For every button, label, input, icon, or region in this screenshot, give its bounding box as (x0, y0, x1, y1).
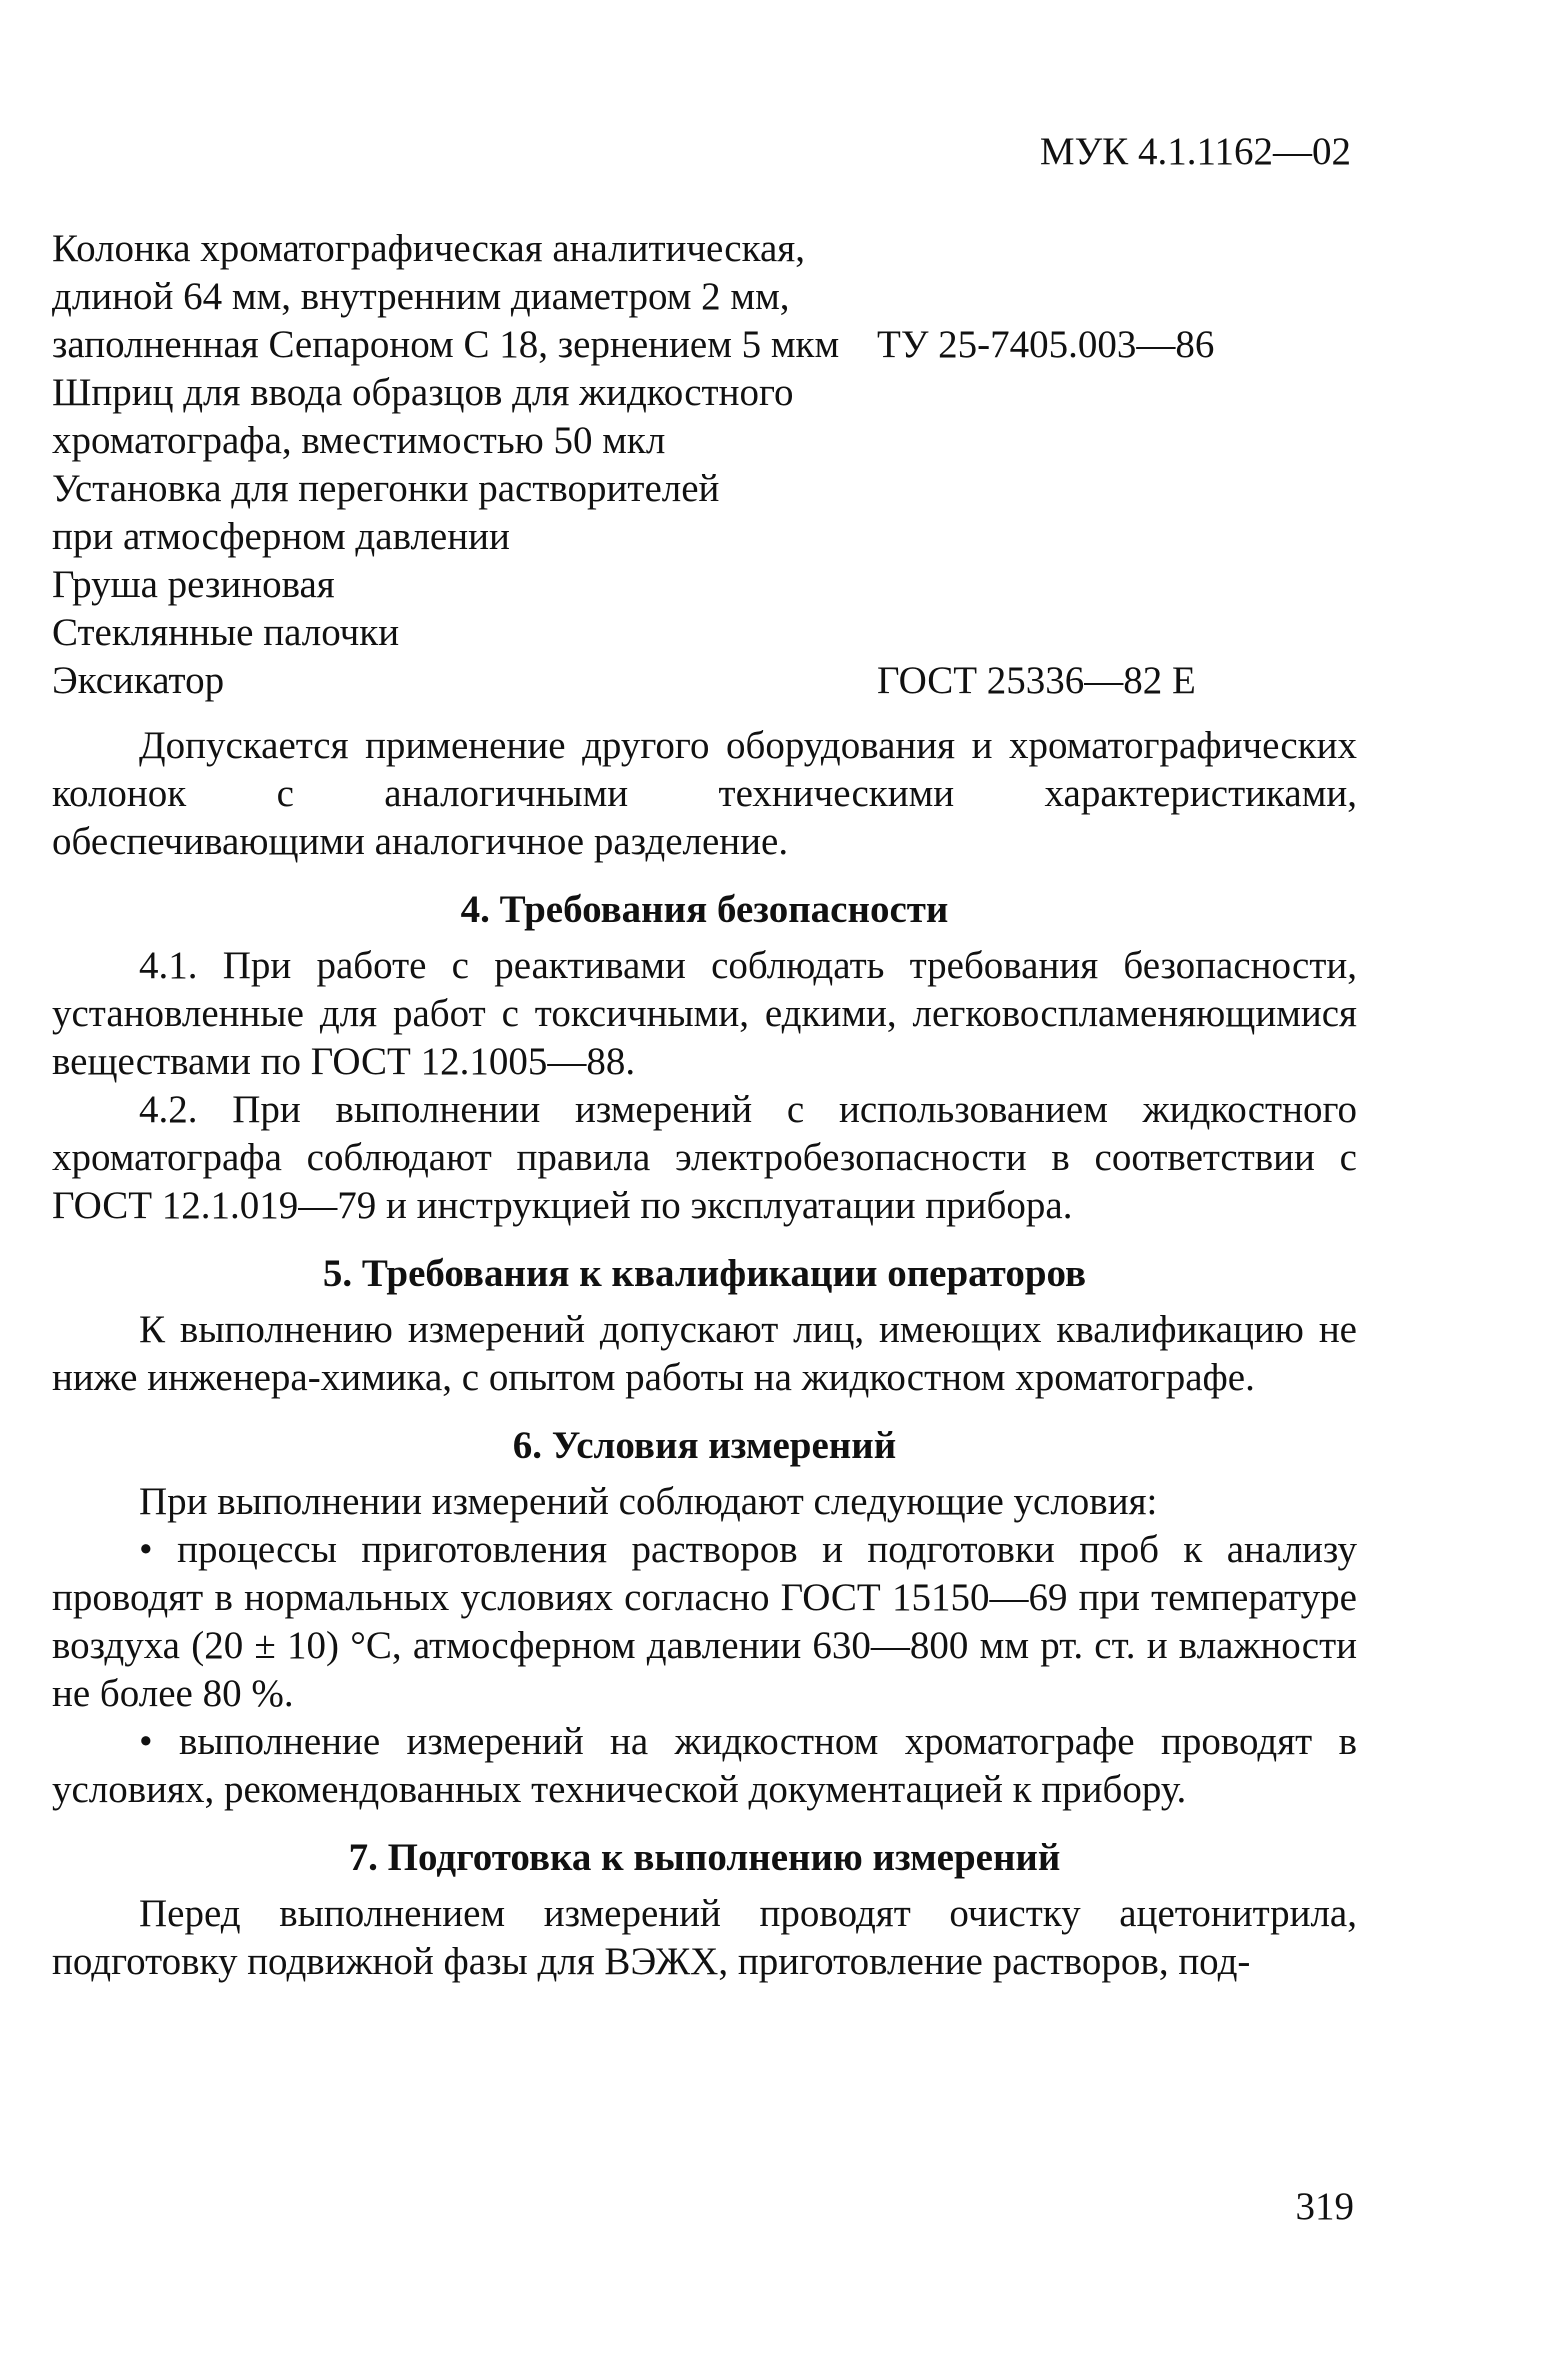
equipment-name: длиной 64 мм, внутренним диаметром 2 мм, (52, 275, 790, 318)
paragraph-4-2: 4.2. При выполнении измерений с использованием жидкостного хроматографа соблюдают правила электробезопасности в соответствии с ГОСТ 12.1.019—79 и инструкцией по эксплуатации прибора. (52, 1088, 1357, 1227)
equipment-name: при атмосферном давлении (52, 515, 510, 558)
equipment-row (52, 273, 1352, 321)
equipment-name: Шприц для ввода образцов для жидкостного (52, 371, 794, 414)
equipment-row (52, 321, 1352, 369)
section-heading-conditions: 6. Условия измерений (512, 1424, 897, 1467)
equipment-row (52, 369, 1352, 417)
page-number: 319 (1295, 2185, 1354, 2228)
section-heading-safety: 4. Требования безопасности (460, 888, 949, 931)
paragraph-7: Перед выполнением измерений проводят очистку ацетонитрила, подготовку подвижной фазы для ВЭЖХ, приготовление растворов, под- (52, 1892, 1357, 1983)
equipment-row (52, 465, 1352, 513)
document-code: МУК 4.1.1162—02 (1039, 130, 1351, 173)
equipment-standard: ГОСТ 25336—82 Е (877, 659, 1196, 702)
equipment-standard: ТУ 25-7405.003—86 (877, 323, 1215, 366)
bullet-item: • процессы приготовления растворов и подготовки проб к анализу проводят в нормальных условиях согласно ГОСТ 15150—69 при температуре воздуха (20 ± 10) °С, атмосферном давлении 630—800 мм рт. ст. и влажности не более 80 %. (52, 1528, 1357, 1715)
paragraph-6-intro: При выполнении измерений соблюдают следующие условия: (139, 1480, 1158, 1523)
equipment-name: Стеклянные палочки (52, 611, 400, 654)
paragraph-5: К выполнению измерений допускают лиц, имеющих квалификацию не ниже инженера-химика, с опытом работы на жидкостном хроматографе. (52, 1308, 1357, 1399)
equipment-list (52, 225, 1352, 705)
equipment-row (52, 417, 1352, 465)
section-heading-preparation: 7. Подготовка к выполнению измерений (348, 1836, 1061, 1879)
equipment-note: Допускается применение другого оборудования и хроматографических колонок с аналогичными техническими характеристиками, обеспечивающими аналогичное разделение. (52, 724, 1357, 863)
bullet-item: • выполнение измерений на жидкостном хроматографе проводят в условиях, рекомендованных технической документацией к прибору. (52, 1720, 1357, 1811)
equipment-name: Груша резиновая (52, 563, 335, 606)
equipment-name: заполненная Сепароном С 18, зернением 5 мкм (52, 323, 840, 366)
equipment-row (52, 609, 1352, 657)
equipment-row (52, 561, 1352, 609)
equipment-name: хроматографа, вместимостью 50 мкл (52, 419, 666, 462)
paragraph-4-1: 4.1. При работе с реактивами соблюдать требования безопасности, установленные для работ с токсичными, едкими, легковоспламеняющимися веществами по ГОСТ 12.1005—88. (52, 944, 1357, 1083)
equipment-row (52, 657, 1352, 705)
equipment-name: Установка для перегонки растворителей (52, 467, 720, 510)
equipment-row (52, 513, 1352, 561)
equipment-row (52, 225, 1352, 273)
document-body (52, 722, 1357, 1986)
section-heading-qualification: 5. Требования к квалификации операторов (322, 1252, 1087, 1295)
equipment-name: Эксикатор (52, 659, 225, 702)
equipment-name: Колонка хроматографическая аналитическая, (52, 227, 805, 270)
